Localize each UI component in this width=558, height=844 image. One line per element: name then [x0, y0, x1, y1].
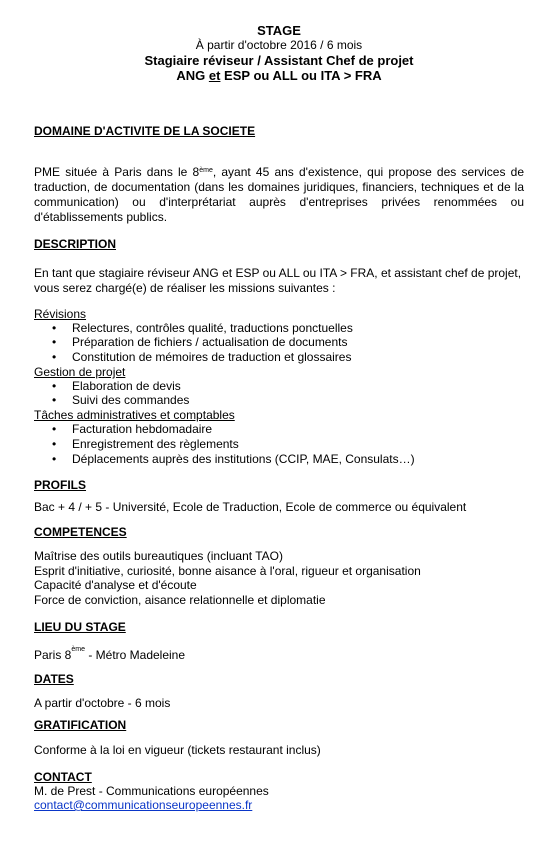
list-item: Facturation hebdomadaire [72, 422, 213, 436]
profils-text: Bac + 4 / + 5 - Université, Ecole de Traduction, Ecole de commerce ou équivalent [34, 500, 467, 514]
list-item: Elaboration de devis [72, 379, 181, 393]
competence-line: Maîtrise des outils bureautiques (incluant TAO) [34, 549, 284, 563]
list-bullet: • [52, 321, 57, 335]
list-bullet: • [52, 393, 57, 407]
group-title-revisions: Révisions [34, 307, 87, 321]
list-item: Constitution de mémoires de traduction et glossaires [72, 350, 352, 364]
date-line: À partir d'octobre 2016 / 6 mois [195, 38, 363, 52]
description-heading: DESCRIPTION [34, 237, 117, 251]
lieu-heading: LIEU DU STAGE [34, 620, 126, 634]
document-title: STAGE [257, 23, 301, 38]
gratification-heading: GRATIFICATION [34, 718, 127, 732]
list-item: Relectures, contrôles qualité, traductions ponctuelles [72, 321, 353, 335]
list-item: Enregistrement des règlements [72, 437, 239, 451]
competence-line: Capacité d'analyse et d'écoute [34, 578, 197, 592]
domaine-text-end: , ayant 45 ans d'existence, qui propose des services de traduction, de documentation (dans les domaines juridiques, financiers, techniques et de la communication) ou d'interprétariat auprès d'entreprises privées renommées ou d'établissements publics. [34, 165, 525, 224]
list-bullet: • [52, 422, 57, 436]
list-bullet: • [52, 335, 57, 349]
domaine-text [34, 165, 524, 225]
list-bullet: • [52, 350, 57, 364]
dates-heading: DATES [34, 672, 74, 686]
list-item: Suivi des commandes [72, 393, 190, 407]
group-title-taches: Tâches administratives et comptables [34, 408, 235, 422]
group-title-gestion: Gestion de projet [34, 365, 126, 379]
description-intro: En tant que stagiaire réviseur ANG et ESP ou ALL ou ITA > FRA, et assistant chef de projet, vous serez chargé(e) de réaliser les missions suivantes : [34, 266, 522, 295]
gratification-text: Conforme à la loi en vigueur (tickets restaurant inclus) [34, 743, 321, 757]
language-et: et [208, 68, 221, 83]
list-bullet: • [52, 437, 57, 451]
dates-text: A partir d'octobre - 6 mois [34, 696, 171, 710]
role-line: Stagiaire réviseur / Assistant Chef de projet [144, 53, 414, 68]
domaine-sup: ème [199, 167, 213, 174]
list-bullet: • [52, 452, 57, 466]
list-item: Préparation de fichiers / actualisation de documents [72, 335, 348, 349]
competence-line: Esprit d'initiative, curiosité, bonne aisance à l'oral, rigueur et organisation [34, 564, 421, 578]
lieu-text-end: - Métro Madeleine [84, 648, 186, 662]
language-target: ESP ou ALL ou ITA > FRA [220, 68, 382, 83]
language-line [0, 68, 558, 83]
domaine-heading: DOMAINE D'ACTIVITE DE LA SOCIETE [34, 124, 256, 138]
list-item: Déplacements auprès des institutions (CCIP, MAE, Consulats…) [72, 452, 415, 466]
language-source: ANG [176, 68, 209, 83]
lieu-sup: ème [71, 646, 85, 653]
competence-line: Force de conviction, aisance relationnelle et diplomatie [34, 593, 326, 607]
competences-heading: COMPETENCES [34, 525, 127, 539]
lieu-text-start: Paris 8 [34, 648, 72, 662]
contact-name: M. de Prest - Communications européennes [34, 784, 269, 798]
contact-email-link[interactable]: contact@communicationseuropeennes.fr [34, 798, 253, 812]
lieu-text [34, 648, 185, 662]
list-bullet: • [52, 379, 57, 393]
contact-heading: CONTACT [34, 770, 92, 784]
domaine-text-start: PME située à Paris dans le 8 [34, 165, 200, 179]
profils-heading: PROFILS [34, 478, 87, 492]
